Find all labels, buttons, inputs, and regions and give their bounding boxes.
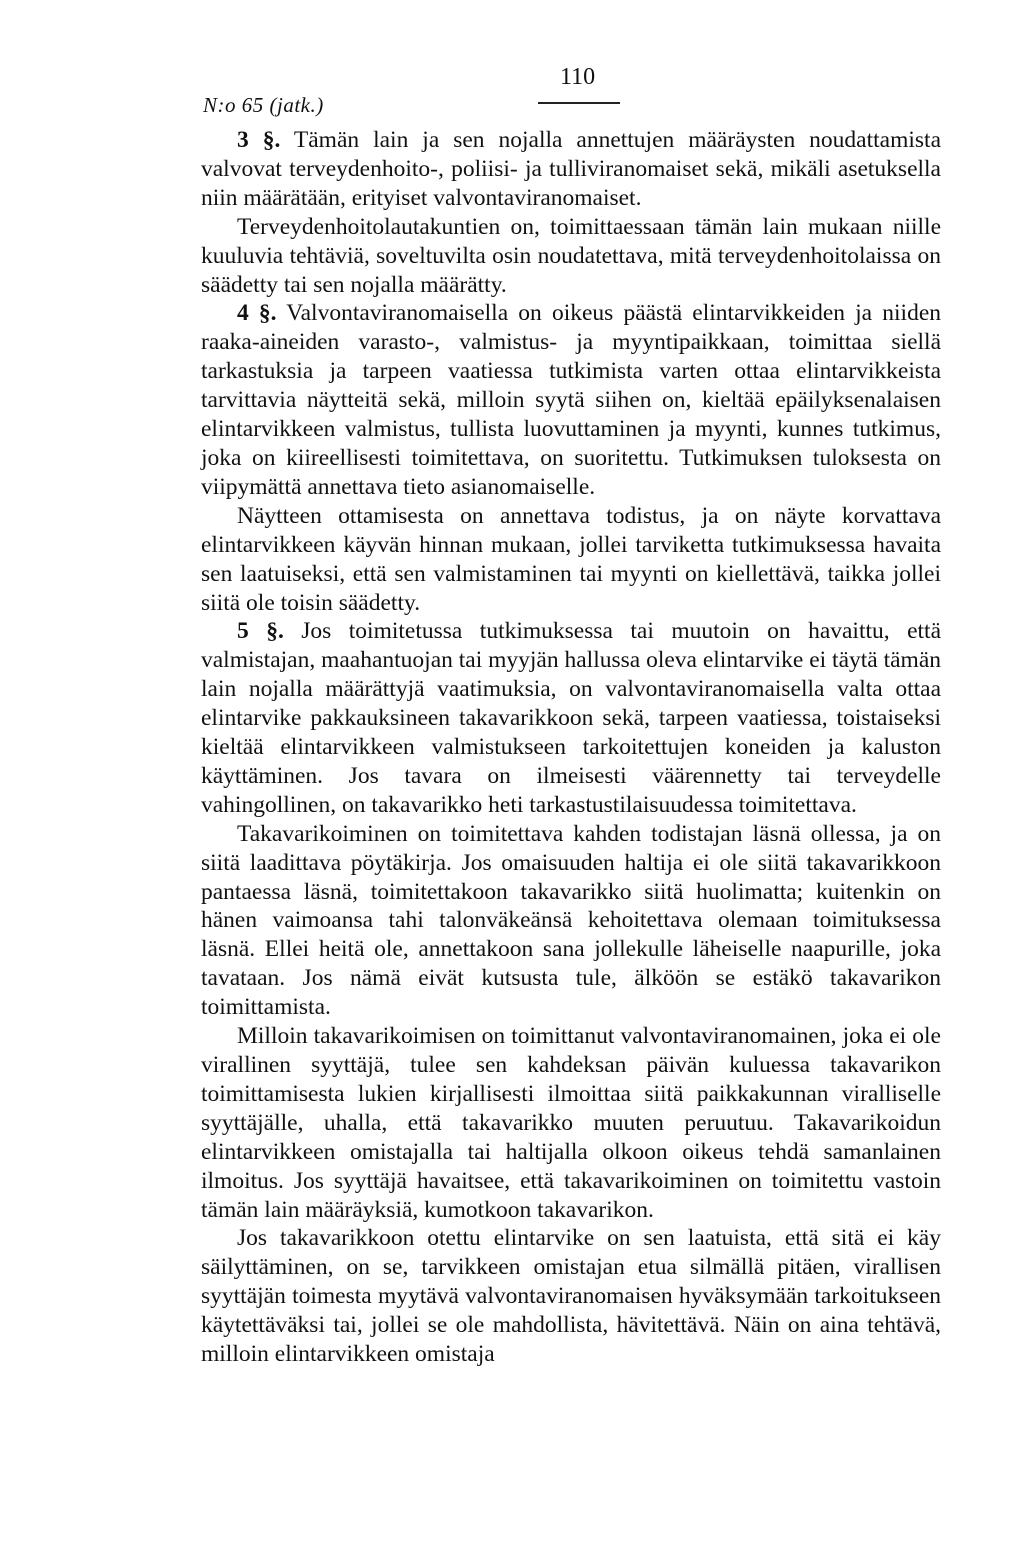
section-number: 4 §. <box>237 300 277 327</box>
paragraph-text: Milloin takavarikoimisen on toimittanut valvontaviranomainen, joka ei ole virallinen syyttäjä, tulee sen kahdeksan päivän kuluessa takavarikon toimittamisesta lukien kirjallisesti ilmoittaa siitä paikkakunnan viralliselle syyttäjälle, uhalla, että takavarikko muuten peruutuu. Takavarikoidun elintarvikkeen omistajalla tai haltijalla olkoon oikeus tehdä samanlainen ilmoitus. Jos syyttäjä havaitsee, että takavarikoiminen on toimitettu vastoin tämän lain määräyksiä, kumotkoon takavarikon. <box>201 1023 941 1223</box>
paragraph-section-5-4 <box>201 1224 941 1369</box>
statute-number-label: N:o 65 (jatk.) <box>203 93 324 117</box>
paragraph-text: Takavarikoiminen on toimitettava kahden todistajan läsnä ollessa, ja on siitä laadittava pöytäkirja. Jos omaisuuden haltija ei ole siitä takavarikkoon pantaessa läsnä, toimitettakoon takavarikko siitä huolimatta; kuitenkin on hänen vaimoansa tahi talonväkeänsä kehoitettava olemaan toimituksessa läsnä. Ellei heitä ole, annettakoon sana jollekulle läheiselle naapurille, joka tavataan. Jos nämä eivät kutsusta tule, älköön se estäkö takavarikon toimittamista. <box>201 820 941 1021</box>
body-text <box>201 126 941 1369</box>
section-number: 5 §. <box>237 618 284 645</box>
paragraph-section-5-3 <box>201 1022 941 1224</box>
page-number: 110 <box>560 64 596 90</box>
paragraph-section-4-2 <box>201 502 941 618</box>
paragraph-section-5-2 <box>201 820 941 1022</box>
paragraph-text: Näytteen ottamisesta on annettava todistus, ja on näyte korvattava elintarvikkeen käyvän hinnan mukaan, jollei tarviketta tutkimuksessa havaita sen laatuiseksi, että sen valmistaminen tai myynti on kiellettävä, taikka jollei siitä ole toisin säädetty. <box>201 502 941 616</box>
paragraph-section-4 <box>201 299 941 501</box>
paragraph-section-3 <box>201 126 941 213</box>
paragraph-text: Tämän lain ja sen nojalla annettujen määräysten noudattamista valvovat terveydenhoito-, poliisi- ja tulliviranomaiset sekä, mikäli asetuksella niin määrätään, erityiset valvontaviranomaiset. <box>201 127 942 211</box>
paragraph-text: Jos toimitetussa tutkimuksessa tai muutoin on havaittu, että valmistajan, maahantuojan tai myyjän hallussa oleva elintarvike ei täytä tämän lain nojalla määrättyjä vaatimuksia, on valvontaviranomaisella valta ottaa elintarvike pakkauksineen takavarikkoon sekä, tarpeen vaatiessa, toistaiseksi kieltää elintarvikkeen valmistukseen tarkoitettujen koneiden ja kaluston käyttäminen. Jos tavara on ilmeisesti väärennetty tai terveydelle vahingollinen, on takavarikko heti tarkastustilaisuudessa toimitettava. <box>201 618 942 818</box>
paragraph-text: Terveydenhoitolautakuntien on, toimittaessaan tämän lain mukaan niille kuuluvia tehtäviä, soveltuvilta osin noudatettava, mitä terveydenhoitolaissa on säädetty tai sen nojalla määrätty. <box>201 213 941 298</box>
paragraph-text: Jos takavarikkoon otettu elintarvike on sen laatuista, että sitä ei käy säilyttäminen, on se, tarvikkeen omistajan etua silmällä pitäen, virallisen syyttäjän toimesta myytävä valvontaviranomaisen hyväksymään tarkoitukseen käytettäväksi tai, jollei se ole mahdollista, hävitettävä. Näin on aina tehtävä, milloin elintarvikkeen omistaja <box>201 1225 941 1368</box>
paragraph-text: Valvontaviranomaisella on oikeus päästä elintarvikkeiden ja niiden raaka-aineiden varasto-, valmistus- ja myyntipaikkaan, toimittaa siellä tarkastuksia ja tarpeen vaatiessa tutkimista varten ottaa elintarvikkeista tarvittavia näytteitä sekä, milloin syytä siihen on, kieltää epäilyksenalaisen elintarvikkeen valmistus, tullista luovuttaminen ja myynti, kunnes tutkimus, joka on kiireellisesti toimitettava, on suoritettu. Tutkimuksen tuloksesta on viipymättä annettava tieto asianomaiselle. <box>201 300 942 500</box>
paragraph-section-5 <box>201 617 941 819</box>
paragraph-section-3-2 <box>201 213 941 300</box>
section-number: 3 §. <box>237 127 281 153</box>
header-rule <box>538 102 620 104</box>
